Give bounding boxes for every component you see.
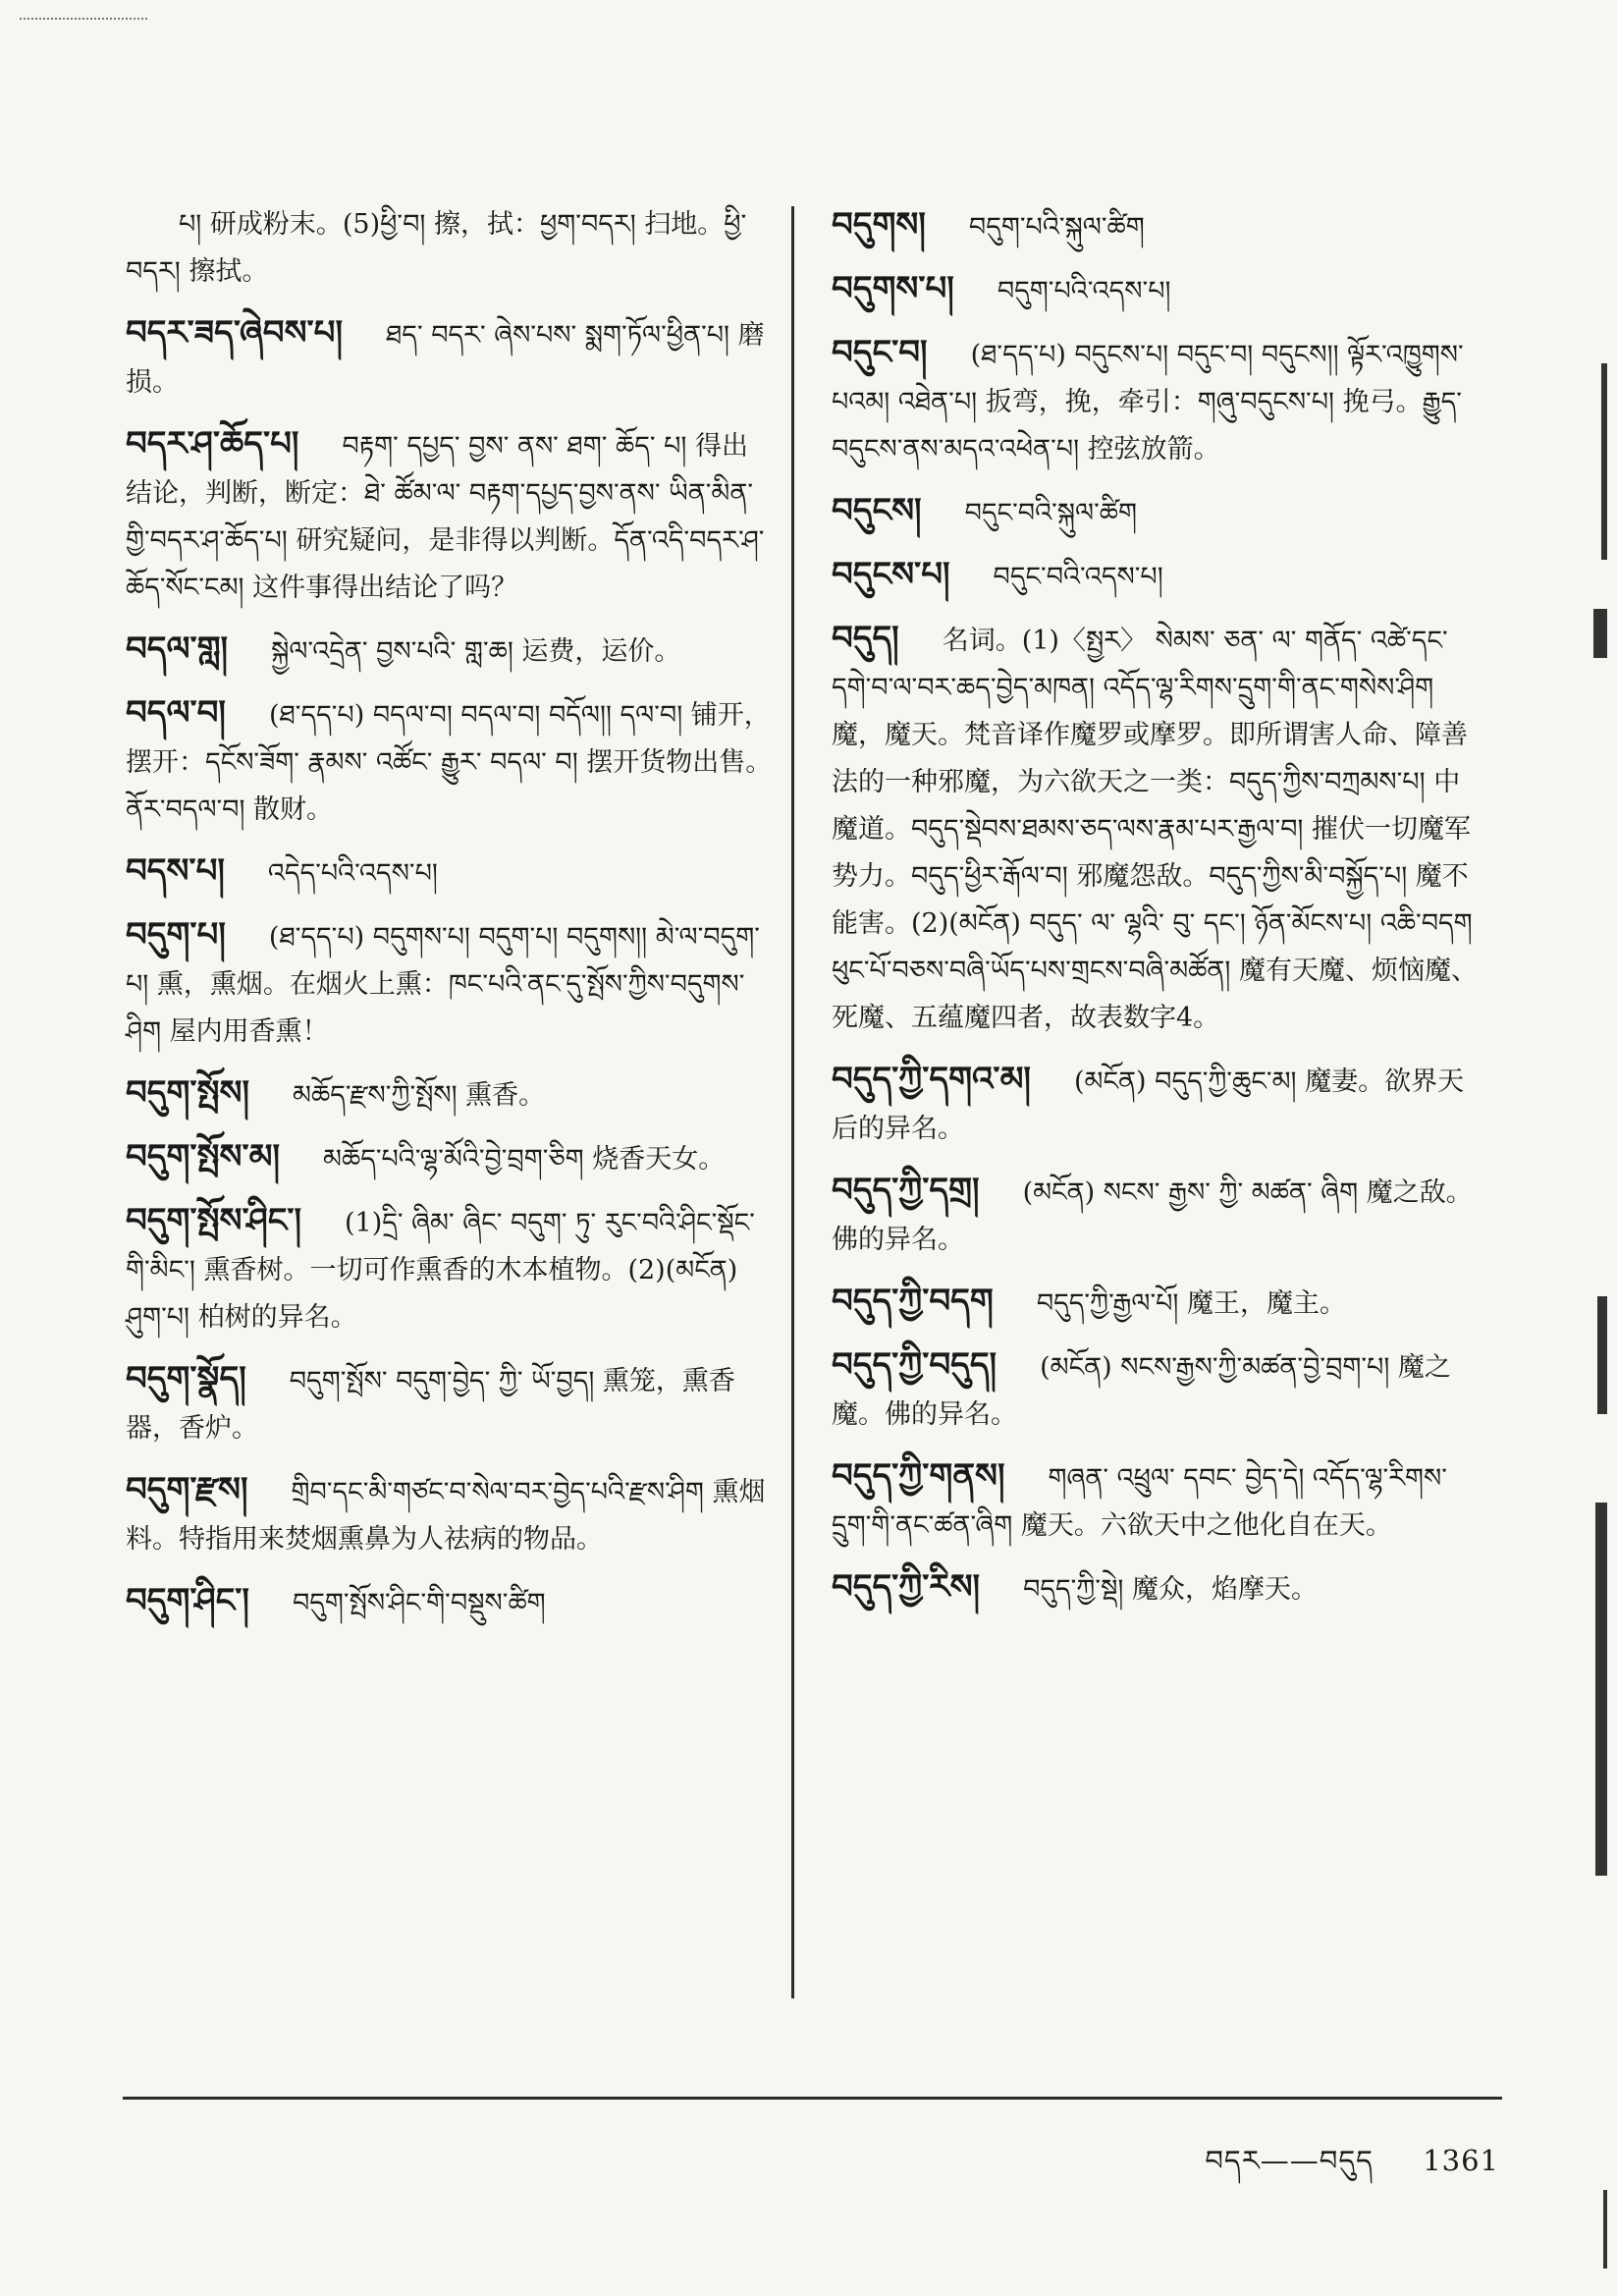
entry-definition: (ཐ་དད་པ) བདུགས་པ། བདུག་པ། བདུགས།། མེ་ལ་བདུག་པ། 熏，熏烟。在烟火上熏：ཁང་པའི་ནང་དུ་སྤོས་ཀྱིས་བདུགས་ཤིག 屋内用香熏！ — [126, 922, 760, 1047]
entry-definition: བདུག་པའི་སྐུལ་ཚིག — [968, 212, 1145, 243]
dictionary-entry — [126, 847, 774, 898]
page-number: 1361 — [1423, 2144, 1499, 2177]
entry-definition: བདུང་བའི་འདས་པ། — [993, 562, 1163, 592]
dictionary-entry — [126, 1466, 774, 1563]
entry-headword: བདལ་གླ། — [126, 629, 229, 669]
entry-definition: བདུག་སྤོས་ཤིང་གི་བསྡུས་ཚིག — [292, 1588, 546, 1618]
dictionary-entry — [126, 1355, 774, 1452]
entry-definition: (ཐ་དད་པ) བདལ་བ། བདལ་བ། བདོལ།། དལ་བ། 铺开，摆开：དངོས་ཟོག་ རྣམས་ འཚོང་ རྒྱུར་ བདལ་ བ། 摆开货物出售。ནོར་བདལ་བ། 散财。 — [126, 700, 773, 825]
dictionary-entry — [832, 1452, 1480, 1550]
entry-definition: བདུང་བའི་སྐུལ་ཚིག — [964, 498, 1137, 528]
dictionary-entry — [832, 615, 1480, 1042]
entry-headword: བདུགས། — [832, 205, 926, 245]
entry-headword: བདུག་རྫས། — [126, 1470, 248, 1509]
entry-definition: སྐྱེལ་འདྲེན་ བྱས་པའི་ གླ་ཆ། 运费，运价。 — [271, 636, 681, 667]
dictionary-entry — [126, 1133, 774, 1183]
dictionary-entry — [832, 329, 1480, 473]
entry-headword: བདུད་ཀྱི་དགྲ། — [832, 1171, 980, 1210]
entry-definition: བདུག་པའི་འདས་པ། — [997, 276, 1171, 306]
dictionary-entry — [126, 420, 774, 612]
entry-definition: བརྟག་ དཔྱད་ བྱས་ ནས་ ཐག་ ཆོད་ པ། 得出结论，判断，断定：ཐེ་ ཚོམ་ལ་ བརྟག་དཔྱད་བྱས་ནས་ ཡིན་མིན་གྱི་བདར་ཤ་ཆོད་པ། 研究疑问，是非得以判断。དོན་འདི་བདར་ཤ་ཆོད་སོང་ངམ། 这件事得出结论了吗？ — [126, 431, 765, 603]
entry-headword: བདུད་ཀྱི་རིས། — [832, 1567, 981, 1607]
page-footer — [1205, 2129, 1499, 2210]
entry-definition: པ། 研成粉末。(5)ཕྱི་བ། 擦，拭：ཕྱག་བདར། 扫地。ཕྱི་བདར། 擦拭。 — [126, 209, 747, 287]
dictionary-entry — [832, 1278, 1480, 1328]
column-divider — [791, 206, 794, 1998]
scan-edge-mark — [20, 18, 147, 20]
entry-headword: བདུགས་པ། — [832, 269, 954, 308]
left-column — [126, 201, 774, 1641]
dictionary-entry — [832, 551, 1480, 601]
entry-definition: (མངོན) སངས་ རྒྱས་ ཀྱི་ མཚན་ ཞིག 魔之敌。佛的异名。 — [832, 1177, 1473, 1255]
entry-headword: བདུངས་པ། — [832, 555, 950, 594]
entry-headword: བདུངས། — [832, 491, 922, 530]
entry-definition: གྲིབ་དང་མི་གཙང་བ་སེལ་བར་བྱེད་པའི་རྫས་ཤིག 熏烟料。特指用来焚烟熏鼻为人祛病的物品。 — [126, 1477, 766, 1555]
dictionary-entry — [832, 201, 1480, 251]
entry-definition: འདེད་པའི་འདས་པ། — [267, 858, 438, 889]
dictionary-entry — [832, 1563, 1480, 1613]
entry-headword: བདུད་ཀྱི་གནས། — [832, 1456, 1005, 1496]
dictionary-entry — [126, 1197, 774, 1341]
entry-headword: བདུད་ཀྱི་བདུད། — [832, 1345, 997, 1385]
dictionary-entry — [832, 1056, 1480, 1153]
dictionary-entry — [832, 1341, 1480, 1439]
scan-edge-marks — [1584, 59, 1611, 2278]
entry-headword: བདུག་སྤོས། — [126, 1073, 250, 1113]
entry-headword: བདས་པ། — [126, 851, 225, 891]
entry-definition: གཞན་ འཕྲུལ་ དབང་ བྱེད་དེ། འདོད་ལྷ་རིགས་དྲུག་གི་ནང་ཚན་ཞིག 魔天。六欲天中之他化自在天。 — [832, 1463, 1447, 1541]
entry-definition: བདུད་ཀྱི་རྒྱལ་པོ། 魔王，魔主。 — [1036, 1288, 1347, 1319]
entry-definition: ཐད་ བདར་ ཞེས་པས་ སྨག་ཏོལ་ཕྱིན་པ། 磨损。 — [126, 320, 765, 398]
entry-headword: བདུག་ཤིང་། — [126, 1581, 249, 1620]
dictionary-entry — [832, 1167, 1480, 1264]
dictionary-entry — [126, 309, 774, 407]
entry-definition: (མངོན) སངས་རྒྱས་ཀྱི་མཚན་བྱེ་བྲག་པ། 魔之魔。佛的异名。 — [832, 1352, 1451, 1430]
entry-definition: མཆོད་པའི་ལྷ་མོའི་བྱེ་བྲག་ཅིག 烧香天女。 — [323, 1144, 726, 1175]
entry-headword: བདུག་པ། — [126, 915, 226, 955]
entry-headword: བདུག་སྣོད། — [126, 1359, 246, 1398]
headword-range: བདར——བདུད — [1205, 2144, 1374, 2177]
entry-headword: བདུག་སྤོས་ཤིང་། — [126, 1201, 302, 1240]
entry-definition: (མངོན) བདུད་ཀྱི་ཆུང་མ། 魔妻。欲界天后的异名。 — [832, 1066, 1465, 1144]
entry-headword: བདུག་སྤོས་མ། — [126, 1137, 281, 1176]
entry-definition: (ཐ་དད་པ) བདུངས་པ། བདུང་བ། བདུངས།། ལྟོར་འཁྱུགས་པའམ། འཐེན་པ། 扳弯，挽，牵引：གཞུ་བདུངས་པ། 挽弓。རྒྱུད་བདུངས་ནས་མདའ་འཕེན་པ། 控弦放箭。 — [832, 340, 1464, 465]
dictionary-entry — [832, 265, 1480, 315]
entry-headword: བདར་ཟད་ཞེབས་པ། — [126, 313, 343, 353]
entry-headword: བདུད། — [832, 619, 899, 658]
dictionary-entry — [126, 1577, 774, 1627]
entry-headword: བདུད་ཀྱི་བདག — [832, 1282, 994, 1321]
footer-rule — [123, 2097, 1502, 2100]
dictionary-entry — [126, 626, 774, 676]
entry-headword: བདལ་བ། — [126, 693, 226, 733]
dictionary-entry — [126, 1069, 774, 1120]
entry-headword: བདུང་བ། — [832, 333, 928, 372]
entry-definition: བདུད་ཀྱི་སྡེ། 魔众，焰摩天。 — [1023, 1574, 1318, 1605]
entry-definition: (1)དྲི་ ཞིམ་ ཞིང་ བདུག་ ཏུ་ རུང་བའི་ཤིང་སྡོང་གི་མིང་། 熏香树。一切可作熏香的木本植物。(2)(མངོན) ཤུག་པ། 柏树的异名。 — [126, 1208, 755, 1333]
entry-definition: བདུག་སྤོས་ བདུག་བྱེད་ ཀྱི་ ཡོ་བྱད། 熏笼，熏香器，香炉。 — [126, 1366, 735, 1444]
entry-definition: མཆོད་རྫས་ཀྱི་སྤོས། 熏香。 — [293, 1080, 546, 1111]
dictionary-entry — [126, 689, 774, 834]
entry-definition: 名词。(1)〈སྤྱར〉 སེམས་ ཅན་ ལ་ གནོད་ འཚེ་དང་དགེ་བ་ལ་བར་ཆད་བྱེད་མཁན། འདོད་ལྷ་རིགས་དྲུག་གི་ནང་གསེས་ཤིག 魔，魔天。梵音译作魔罗或摩罗。即所谓害人命、障善法的一种邪魔，为六欲天之一类：བདུད་ཀྱིས་བཀྲམས་པ། 中魔道。བདུད་སྡེབས་ཐམས་ཅད་ལས་རྣམ་པར་རྒྱལ་བ། 摧伏一切魔军势力。བདུད་ཕྱིར་རྒོལ་བ། 邪魔怨敌。བདུད་ཀྱིས་མི་བསྐྱོད་པ། 魔不能害。(2)(མངོན) བདུད་ ལ་ ལྷའི་ བུ་ དང་། ཉོན་མོངས་པ། འཆི་བདག ཕུང་པོ་བཅས་བཞི་ཡོད་པས་གྲངས་བཞི་མཚོན། 魔有天魔、烦恼魔、死魔、五蕴魔四者，故表数字4。 — [832, 626, 1478, 1033]
entry-headword: བདར་ཤ་ཆོད་པ། — [126, 424, 299, 464]
dictionary-entry — [126, 201, 774, 296]
dictionary-entry — [126, 911, 774, 1056]
right-column — [832, 201, 1480, 1627]
entry-headword: བདུད་ཀྱི་དགའ་མ། — [832, 1060, 1031, 1099]
dictionary-entry — [832, 487, 1480, 537]
